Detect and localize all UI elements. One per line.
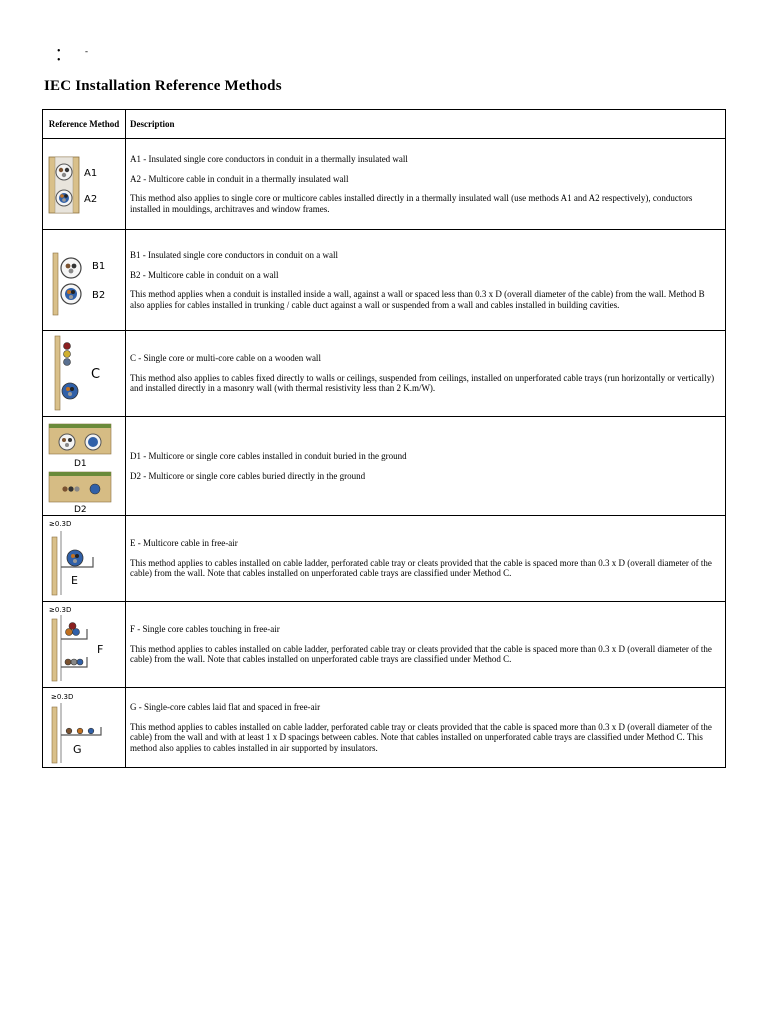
table-row-method-e bbox=[43, 516, 726, 602]
bullet-dash: - bbox=[85, 46, 88, 56]
method-b2-label: B2 bbox=[92, 290, 106, 301]
description-line: A1 - Insulated single core conductors in conduit in a thermally insulated wall bbox=[130, 154, 408, 164]
description-line: C - Single core or multi-core cable on a wooden wall bbox=[130, 353, 321, 364]
bullet-list bbox=[57, 46, 88, 66]
method-f-description bbox=[126, 602, 726, 688]
spacing-label: ≥0.3D bbox=[49, 606, 72, 614]
bullet-dot: • bbox=[57, 55, 61, 66]
method-e-figure bbox=[43, 516, 126, 602]
page-title: IEC Installation Reference Methods bbox=[44, 78, 282, 94]
method-g-description bbox=[126, 688, 726, 768]
table-row-method-f bbox=[43, 602, 726, 688]
method-a-figure bbox=[43, 139, 126, 230]
spacing-label: ≥0.3D bbox=[51, 692, 74, 701]
reference-methods-table bbox=[42, 109, 726, 768]
method-f-label: F bbox=[97, 643, 104, 656]
method-a2-label: A2 bbox=[84, 194, 98, 205]
method-c-figure bbox=[43, 331, 126, 417]
method-b-diagram bbox=[43, 231, 125, 329]
method-b-description bbox=[126, 230, 726, 331]
method-c-diagram bbox=[43, 332, 125, 415]
description-line: G - Single-core cables laid flat and spaced in free-air bbox=[130, 702, 321, 712]
description-line: E - Multicore cable in free-air bbox=[130, 538, 238, 549]
method-d1-label: D1 bbox=[74, 459, 87, 469]
method-a-diagram bbox=[43, 140, 125, 228]
method-g-diagram bbox=[43, 689, 125, 767]
description-line: D2 - Multicore or single core cables buried directly in the ground bbox=[130, 470, 366, 481]
description-line: This method applies to cables installed on cable ladder, perforated cable tray or cleats provided that the cable is spaced more than 0.3 x D (overall diameter of the cable) from the wall. Note that cables installed on unperforated cable trays are classified under Method C. bbox=[130, 557, 712, 579]
description-line: B2 - Multicore cable in conduit on a wall bbox=[130, 269, 279, 280]
description-line: This method also applies to cables fixed directly to walls or ceilings, suspended from ceilings, installed on unperforated cable trays (run horizontally or vertically) and installed directly in a masonry wall (with thermal resistivity less than 2 K.m/W). bbox=[130, 372, 715, 394]
method-e-description bbox=[126, 516, 726, 602]
method-d-diagram bbox=[43, 418, 125, 514]
method-d-figure bbox=[43, 417, 126, 516]
bullet-dot: • bbox=[57, 46, 61, 57]
table-row-method-a bbox=[43, 139, 726, 230]
description-line: This method also applies to single core or multicore cables installed directly in a thermally insulated wall (use methods A1 and A2 respectively), conductors installed in mouldings, architraves and window frames. bbox=[130, 193, 693, 214]
column-header-reference-method: Reference Method bbox=[43, 110, 126, 139]
method-b-figure bbox=[43, 230, 126, 331]
description-line: A2 - Multicore cable in conduit in a thermally insulated wall bbox=[130, 173, 349, 184]
method-d2-label: D2 bbox=[74, 505, 87, 514]
method-c-label: C bbox=[91, 367, 101, 382]
method-f-diagram bbox=[43, 603, 125, 686]
description-line: This method applies to cables installed on cable ladder, perforated cable tray or cleats provided that the cable is spaced more than 0.3 x D (overall diameter of the cable) from the wall and with at least 1 x D spacings between cables. Note that cables installed on unperforated cable trays are classified under Method C. This method also applies to cables installed in air supported by insulators. bbox=[130, 721, 712, 753]
description-line: This method applies when a conduit is installed inside a wall, against a wall or spaced less than 0.3 x D (overall diameter of the cable) from the wall. Method B also applies for cables installed in trunking / cable duct against a wall or suspended from a wall and cables installed in building cavities. bbox=[130, 289, 705, 310]
description-line: F - Single core cables touching in free-air bbox=[130, 624, 280, 635]
method-c-description bbox=[126, 331, 726, 417]
description-line: D1 - Multicore or single core cables installed in conduit buried in the ground bbox=[130, 451, 407, 461]
method-e-label: E bbox=[71, 574, 78, 587]
table-row-method-d bbox=[43, 417, 726, 516]
description-line: This method applies to cables installed on cable ladder, perforated cable tray or cleats provided that the cable is spaced more than 0.3 x D (overall diameter of the cable) from the wall. Note that cables installed on unperforated cable trays are classified under Method C. bbox=[130, 643, 712, 665]
table-row-method-b bbox=[43, 230, 726, 331]
method-g-figure bbox=[43, 688, 126, 768]
table-header-row bbox=[43, 110, 726, 139]
description-line: B1 - Insulated single core conductors in conduit on a wall bbox=[130, 250, 338, 260]
table-row-method-c bbox=[43, 331, 726, 417]
method-a1-label: A1 bbox=[84, 168, 98, 179]
method-b1-label: B1 bbox=[92, 261, 106, 272]
spacing-label: ≥0.3D bbox=[49, 520, 72, 528]
method-d-description bbox=[126, 417, 726, 516]
table-row-method-g bbox=[43, 688, 726, 768]
method-f-figure bbox=[43, 602, 126, 688]
column-header-description: Description bbox=[126, 110, 726, 139]
method-e-diagram bbox=[43, 517, 125, 600]
method-a-description bbox=[126, 139, 726, 230]
method-g-label: G bbox=[73, 742, 82, 756]
